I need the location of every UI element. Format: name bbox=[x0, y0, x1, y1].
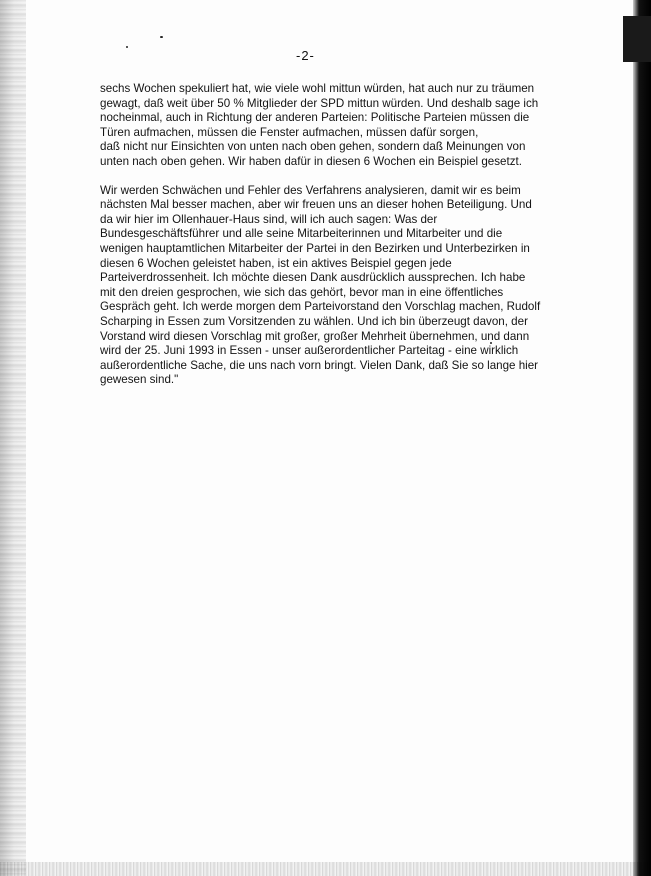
text-line: außerordentliche Sache, die uns nach vorn bringt. Vielen Dank, daß Sie so lange hier bbox=[100, 358, 539, 372]
text-line: Bundesgeschäftsführer und alle seine Mitarbeiterinnen und Mitarbeiter und die bbox=[100, 227, 503, 241]
text-line: sechs Wochen spekuliert hat, wie viele wohl mittun würden, hat auch nur zu träumen bbox=[100, 82, 535, 95]
text-line: nächsten Mal besser machen, aber wir freuen uns an dieser hohen Beteiligung. Und bbox=[100, 198, 532, 212]
scan-speck bbox=[126, 46, 128, 48]
text-line: nocheinmal, auch in Richtung der anderen Parteien: Politische Parteien müssen die bbox=[100, 111, 530, 125]
text-line: da wir hier im Ollenhauer-Haus sind, will ich auch sagen: Was der bbox=[100, 212, 438, 226]
text-line: Scharping in Essen zum Vorsitzenden zu wählen. Und ich bin überzeugt davon, der bbox=[100, 314, 528, 328]
scan-edge-right bbox=[633, 0, 651, 876]
text-line: wenigen hauptamtlichen Mitarbeiter der Partei in den Bezirken und Unterbezirken in bbox=[100, 241, 530, 255]
text-line: mit den dreien gesprochen, wie sich das gehört, bevor man in eine öffentliches bbox=[100, 285, 504, 299]
scan-edge-left bbox=[0, 0, 26, 876]
text-line: Türen aufmachen, müssen die Fenster aufmachen, müssen dafür sorgen, bbox=[100, 125, 479, 139]
page-number: -2- bbox=[296, 48, 315, 63]
text-line: Vorstand wird diesen Vorschlag mit großer, großer Mehrheit übernehmen, und dann bbox=[100, 329, 530, 343]
paragraph-1 bbox=[100, 82, 540, 170]
text-line: Gespräch geht. Ich werde morgen dem Parteivorstand den Vorschlag machen, Rudolf bbox=[100, 300, 541, 314]
paragraph-2 bbox=[100, 184, 540, 388]
text-line: Wir werden Schwächen und Fehler des Verfahrens analysieren, damit wir es beim bbox=[100, 183, 521, 197]
text-line: diesen 6 Wochen geleistet haben, ist ein aktives Beispiel gegen jede bbox=[100, 256, 452, 270]
scan-speck bbox=[160, 36, 163, 38]
text-line: daß nicht nur Einsichten von unten nach oben gehen, sondern daß Meinungen von bbox=[100, 140, 526, 154]
text-line: unten nach oben gehen. Wir haben dafür in diesen 6 Wochen ein Beispiel gesetzt. bbox=[100, 154, 522, 168]
body-text bbox=[100, 82, 540, 402]
text-line: gewagt, daß weit über 50 % Mitglieder der SPD mittun würden. Und deshalb sage ich bbox=[100, 96, 539, 110]
text-line: gewesen sind." bbox=[100, 373, 179, 387]
scan-edge-right-mark bbox=[623, 16, 651, 62]
scan-edge-bottom bbox=[0, 862, 651, 876]
text-line: Parteiverdrossenheit. Ich möchte diesen Dank ausdrücklich aussprechen. Ich habe bbox=[100, 271, 526, 285]
text-line: wird der 25. Juni 1993 in Essen - unser außerordentlicher Parteitag - eine wirklich bbox=[100, 344, 519, 358]
